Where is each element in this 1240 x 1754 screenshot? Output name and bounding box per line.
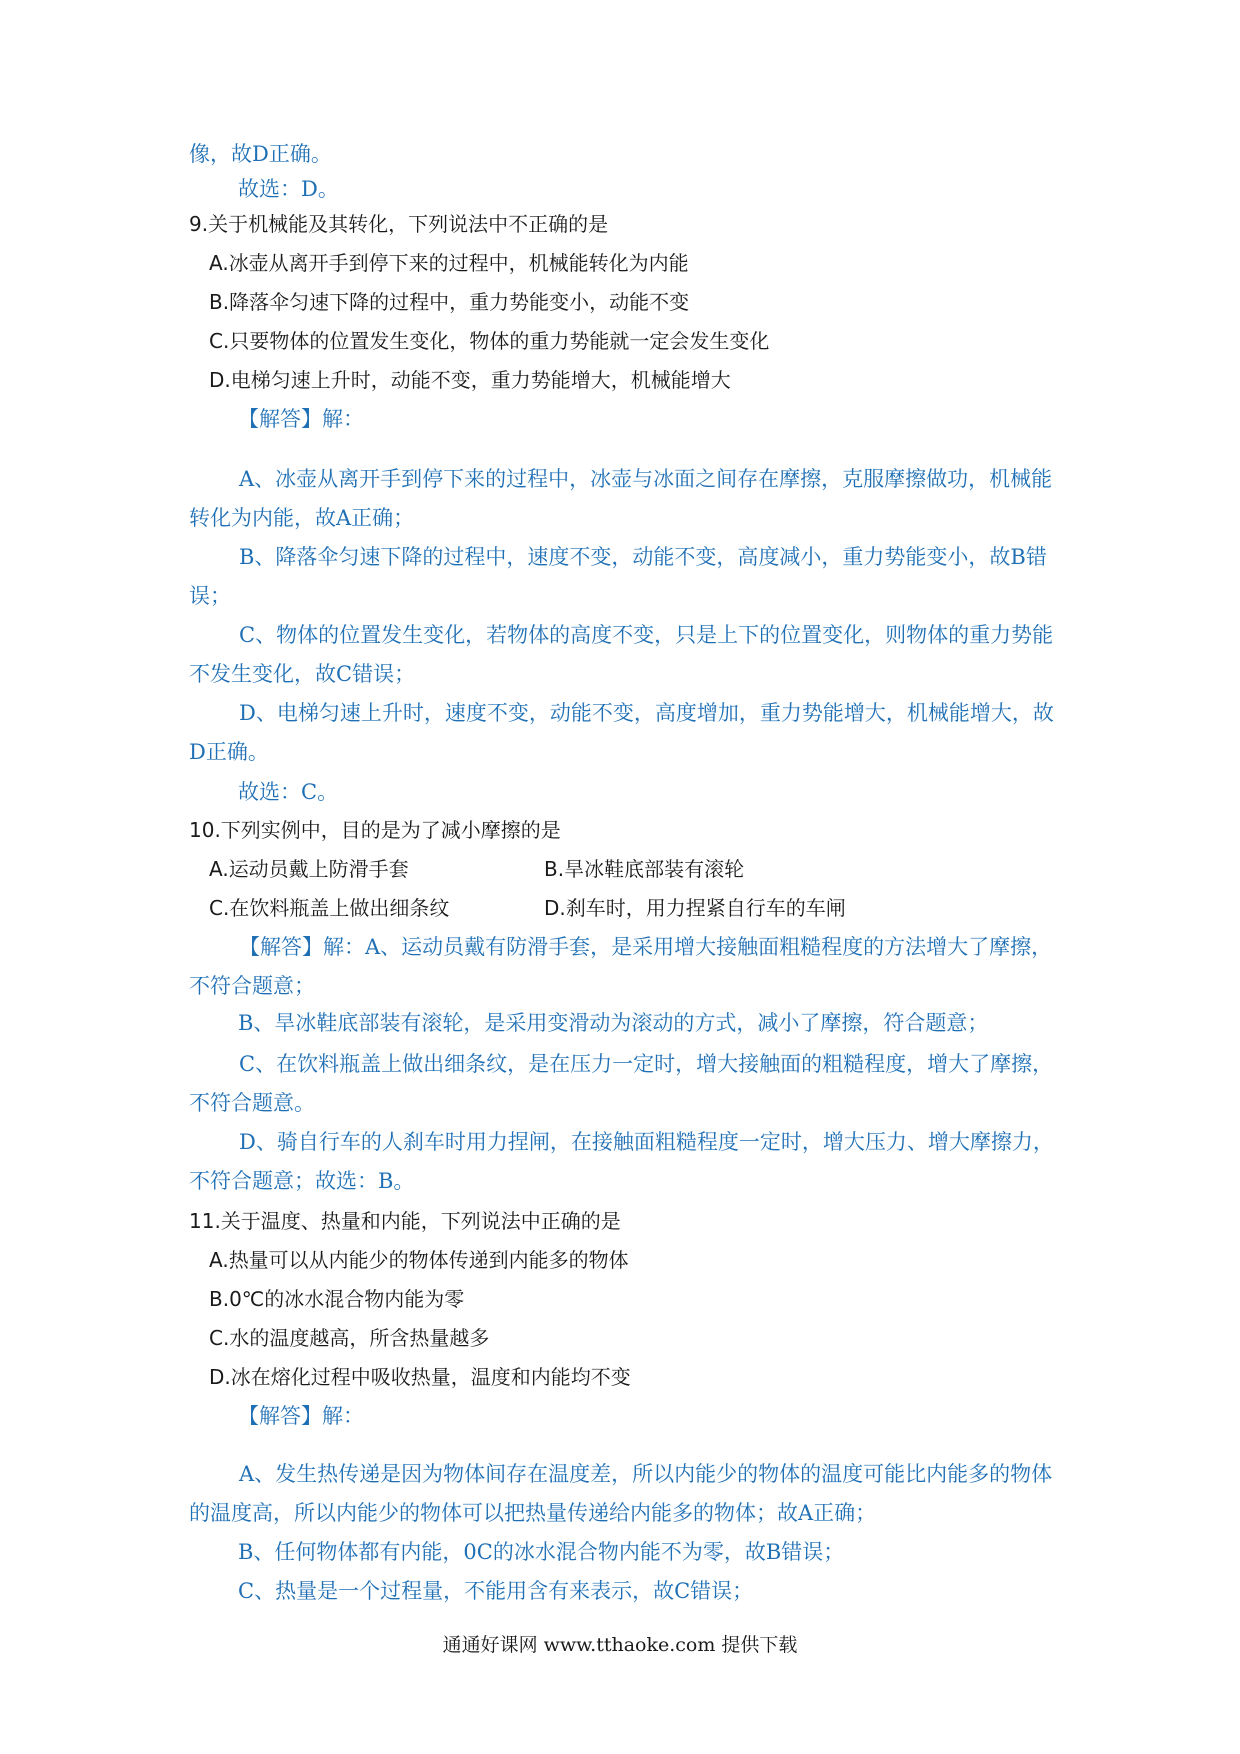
q11-answer-c: C、热量是一个过程量，不能用含有来表示，故C错误； xyxy=(238,1579,754,1603)
q10-answer-b: B、旱冰鞋底部装有滚轮，是采用变滑动为滚动的方式，减小了摩擦，符合题意； xyxy=(238,1011,989,1035)
q9-answer-a: A、冰壶从离开手到停下来的过程中，冰壶与冰面之间存在摩擦，克服摩擦做功，机械能转化为内能，故A正确； xyxy=(189,467,1053,530)
prev-choice: 故选：D。 xyxy=(238,177,339,201)
q10-option-d: D.刹车时，用力捏紧自行车的车闸 xyxy=(544,896,846,920)
q9-answer-b: B、降落伞匀速下降的过程中，速度不变，动能不变，高度减小，重力势能变小，故B错误； xyxy=(189,545,1047,608)
q9-option-c: C.只要物体的位置发生变化，物体的重力势能就一定会发生变化 xyxy=(209,329,770,353)
q11-answer-b: B、任何物体都有内能，0C的冰水混合物内能不为零，故B错误； xyxy=(238,1540,845,1564)
q11-option-b: B.0℃的冰水混合物内能为零 xyxy=(209,1287,465,1311)
q9-option-b: B.降落伞匀速下降的过程中，重力势能变小，动能不变 xyxy=(209,290,690,314)
q9-option-a: A.冰壶从离开手到停下来的过程中，机械能转化为内能 xyxy=(209,251,689,275)
q10-stem: 10.下列实例中，目的是为了减小摩擦的是 xyxy=(189,818,561,842)
q9-choice: 故选：C。 xyxy=(238,780,339,804)
q11-stem: 11.关于温度、热量和内能，下列说法中正确的是 xyxy=(189,1209,621,1233)
page-footer: 通通好课网 www.tthaoke.com 提供下载 xyxy=(442,1634,798,1656)
q11-answer-header: 【解答】解： xyxy=(238,1404,364,1428)
q9-stem: 9.关于机械能及其转化，下列说法中不正确的是 xyxy=(189,212,609,236)
q11-option-d: D.冰在熔化过程中吸收热量，温度和内能均不变 xyxy=(209,1365,631,1389)
q9-option-d: D.电梯匀速上升时，动能不变，重力势能增大，机械能增大 xyxy=(209,368,731,392)
q11-answer-a: A、发生热传递是因为物体间存在温度差，所以内能少的物体的温度可能比内能多的物体的温度高，所以内能少的物体可以把热量传递给内能多的物体；故A正确； xyxy=(189,1462,1053,1525)
q11-option-c: C.水的温度越高，所含热量越多 xyxy=(209,1326,490,1350)
q11-option-a: A.热量可以从内能少的物体传递到内能多的物体 xyxy=(209,1248,629,1272)
q10-answer-a: 【解答】解：A、运动员戴有防滑手套，是采用增大接触面粗糙程度的方法增大了摩擦，不符合题意； xyxy=(189,935,1053,998)
q10-answer-c: C、在饮料瓶盖上做出细条纹，是在压力一定时，增大接触面的粗糙程度，增大了摩擦，不符合题意。 xyxy=(189,1052,1054,1115)
prev-answer-tail: 像，故D正确。 xyxy=(189,142,332,166)
q10-option-a: A.运动员戴上防滑手套 xyxy=(209,857,409,881)
q9-answer-c: C、物体的位置发生变化，若物体的高度不变，只是上下的位置变化，则物体的重力势能不发生变化，故C错误； xyxy=(189,623,1054,686)
q10-option-c: C.在饮料瓶盖上做出细条纹 xyxy=(209,896,450,920)
q10-option-b: B.旱冰鞋底部装有滚轮 xyxy=(544,857,745,881)
q9-answer-d: D、电梯匀速上升时，速度不变，动能不变，高度增加，重力势能增大，机械能增大，故D正确。 xyxy=(189,701,1054,764)
q10-answer-d: D、骑自行车的人刹车时用力捏闸，在接触面粗糙程度一定时，增大压力、增大摩擦力，不符合题意；故选：B。 xyxy=(189,1130,1054,1193)
q9-answer-header: 【解答】解： xyxy=(238,407,364,431)
